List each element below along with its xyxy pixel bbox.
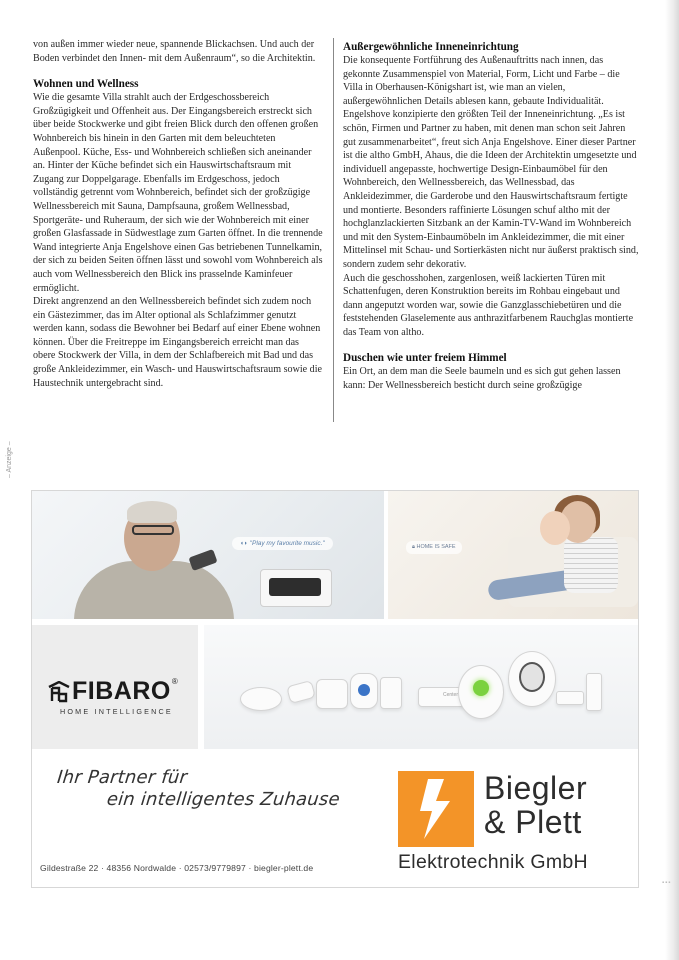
motion-sensor-icon (380, 677, 402, 709)
column-divider (333, 38, 334, 422)
smart-devices-photo (204, 625, 638, 749)
paragraph-inneneinrichtung-1: Die konsequente Fortführung des Außenauftritts nach innen, das gekonnte Zusammenspiel von Material, Form, Licht und Farbe – die Villa in Oberhausen-Königshart ist, wie man an vielen, außergewöhnlichen Details ablesen kann, gebaute Individualität. Engelshove konzipierte den größten Teil der Inneneinrichtung. „Es ist schön, Firmen und Partner zu haben, mit denen man schon seit Jahren gut zusammenarbeitet“, freut sich Anja Engelshove. Einer dieser Partner ist die altho GmbH, Ahaus, die die Ideen der Architektin umgesetzte und individuell angepasste, hochwertige Design-Einbaumöbel für den Wohnbereich, den Wellnessbereich, das Wellnessbad, das Ankleidezimmer, die Garderobe und den Hauswirtschaftsraum fertigte und montierte. Besonders raffinierte Lösungen schuf altho mit der hochglanzlackierten Sitzbank an der Kamin-TV-Wand im Wohnbereich und mit den System-Einbaumöbeln im Ankleidezimmer, die mit einer Mittelinsel mit Schau- und Sortierkästen nicht nur äußerst praktisch sind, sondern zudem sehr dekorativ. (343, 55, 639, 270)
flood-sensor-icon (240, 687, 282, 711)
registered-mark: ® (171, 677, 179, 686)
remote-control-icon (286, 680, 316, 704)
advertisement-label-text: Anzeige (6, 447, 13, 473)
lightning-logo-icon (398, 771, 474, 847)
voice-command-text: "Play my favourite music." (249, 540, 325, 547)
child-head-shape (540, 511, 570, 545)
fibaro-wordmark (48, 677, 178, 706)
advertisement-label: – Anzeige – (6, 441, 13, 478)
speaker-icon (260, 569, 332, 607)
wall-plug-icon (350, 673, 378, 709)
glasses-icon (132, 525, 174, 535)
ad-slogan (54, 767, 379, 811)
paragraph-inneneinrichtung-2: Auch die geschosshohen, zargenlosen, weiß lackierten Türen mit Schattenfugen, deren Konstruktion bereits im Rohbau eingebaut und dann angeputzt worden war, sowie die Ganzglasschiebetüren und die feststehenden Glaselemente aus anthrazitfarbenem Rauchglas montierte das Team von altho. (343, 272, 634, 338)
article-left-column (33, 38, 323, 390)
lock-icon: 🔒︎ (412, 544, 417, 550)
smart-plug-icon (316, 679, 348, 709)
heading-duschen: Duschen wie unter freiem Himmel (343, 352, 507, 365)
voice-command-bubble (232, 537, 333, 550)
page-edge-mark: ▪▪▪ (662, 880, 672, 886)
fibaro-brand-text: FIBARO (72, 677, 171, 705)
intro-paragraph: von außen immer wieder neue, spannende Blickachsen. Und auch der Boden verbindet den Innen- mit dem Außenraum“, so die Architektin. (33, 39, 316, 64)
company-name-line-2: & Plett (484, 804, 582, 840)
heading-inneneinrichtung: Außergewöhnliche Inneneinrichtung (343, 41, 519, 53)
home-center-label: Center (443, 692, 459, 698)
home-safe-notification (406, 541, 462, 554)
slogan-line-1: Ihr Partner für (56, 767, 189, 788)
heading-wohnen-wellness: Wohnen und Wellness (33, 78, 139, 91)
woman-body-shape (564, 537, 618, 593)
fibaro-tagline: HOME INTELLIGENCE (60, 707, 173, 716)
home-safe-text: HOME IS SAFE (416, 544, 456, 550)
eye-motion-sensor-icon (458, 665, 504, 719)
smoke-sensor-icon (508, 651, 556, 707)
fibaro-logo-panel (32, 625, 198, 749)
advertisement-box (31, 490, 639, 888)
paragraph-duschen: Ein Ort, an dem man die Seele baumeln und es sich gut gehen lassen kann: Der Wellnessbereich besticht durch seine großzügige (343, 366, 621, 392)
door-sensor-icon (556, 691, 584, 705)
company-name-line-3: Elektrotechnik GmbH (398, 851, 588, 873)
paragraph-wohnen-1: Wie die gesamte Villa strahlt auch der Erdgeschossbereich Großzügigkeit und Offenheit aus. Der Eingangsbereich erstreckt sich über beide Stockwerke und gibt freien Blick durch den offenen großen Wohnbereich bis hinein in den Garten mit dem beleuchteten Außenpool. Küche, Ess- und Wohnbereich schließen sich aneinander an. Hinter der Küche befindet sich ein Hauswirtschaftsraum mit Zugang zur Doppelgarage. Ebenfalls im Erdgeschoss, jedoch vollständig getrennt vom Wohnbereich, befindet sich der großzügige Wellnessbereich mit Sauna, Dampfsauna, großem Wellnessbad, Sportgeräte- und Ruheraum, der sich wie der Wohnbereich mit einer großen Glasfassade in Südwestlage zum Garten öffnet. In die trennende Wand integrierte Anja Engelshove einen Gas betriebenen Tunnelkamin, der sich zu beiden Seiten öffnen lässt und sowohl vom Wohnbereich als auch vom Wellnessbereich den Blick ins prasselnde Kaminfeuer ermöglicht. (33, 92, 323, 294)
slogan-line-2: ein intelligentes Zuhause (105, 789, 341, 810)
door-window-sensor-icon (586, 673, 602, 711)
photo-man-smart-speaker (32, 491, 384, 619)
microphone-icon: ◖◗ (240, 540, 250, 547)
contact-details: Gildestraße 22 · 48356 Nordwalde · 02573/9779897 · biegler-plett.de (40, 863, 314, 873)
article-right-column (343, 40, 639, 393)
photo-woman-child (388, 491, 638, 619)
company-name (398, 770, 588, 873)
paragraph-wohnen-2: Direkt angrenzend an den Wellnessbereich befindet sich zudem noch ein Gästezimmer, das im Alter optional als Schlafzimmer genutzt werden kann, sodass die Bewohner bei Bedarf auf einer Ebene wohnen können. Über die Freitreppe im Eingangsbereich erreicht man das obere Stockwerk der Villa, in dem der Schlafbereich mit Bad und das große Ankleidezimmer, ein Wasch- und Hauswirtschaftsraum sowie die Haustechnik untergebracht sind. (33, 296, 322, 389)
page-edge-shadow (665, 0, 679, 960)
man-hair-shape (127, 501, 177, 523)
company-name-line-1: Biegler (484, 770, 588, 806)
